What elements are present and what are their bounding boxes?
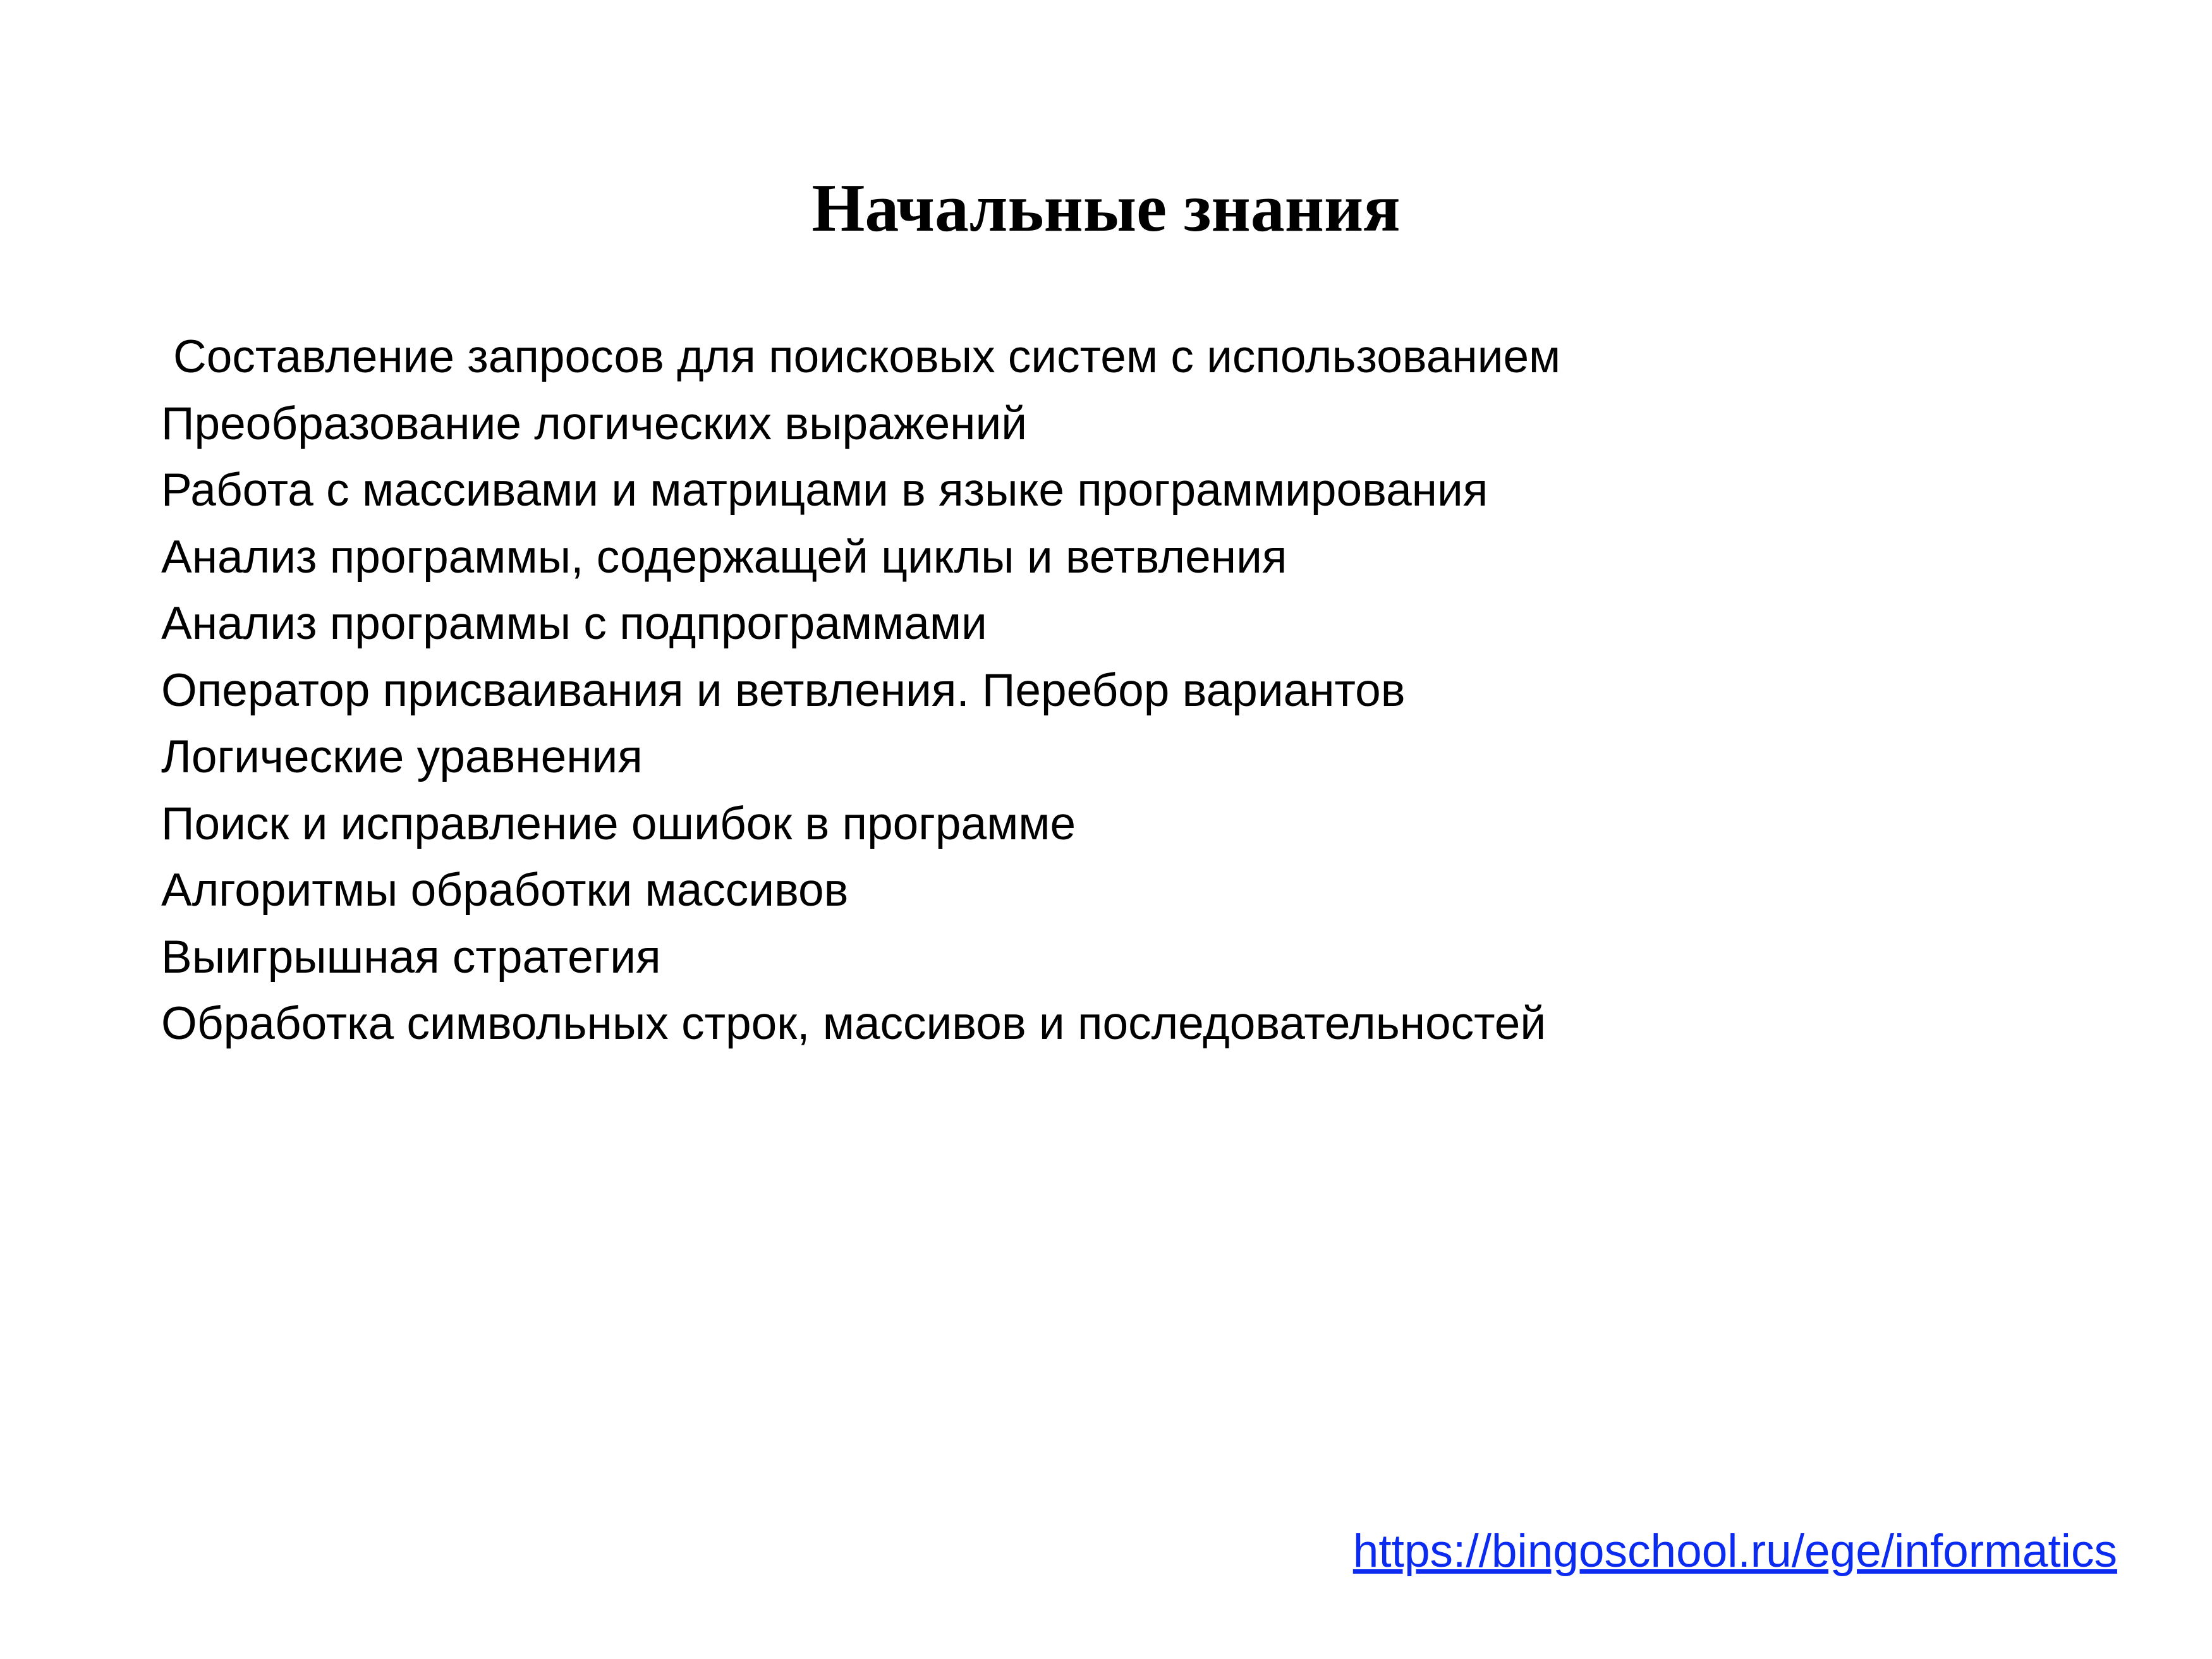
topic-item: Обработка символьных строк, массивов и последовательностей (161, 998, 1547, 1049)
source-link[interactable]: https://bingoschool.ru/ege/informatics (1352, 1526, 2117, 1577)
topic-item: Поиск и исправление ошибок в программе (161, 798, 1076, 849)
topic-item: Оператор присваивания и ветвления. Перебор вариантов (161, 664, 1406, 716)
topic-item: Работа с массивами и матрицами в языке программирования (161, 465, 1488, 516)
topic-list (161, 324, 2057, 1057)
topic-item: Алгоритмы обработки массивов (161, 865, 849, 916)
topic-item: Составление запросов для поисковых систем с использованием (173, 331, 1561, 382)
topic-item: Анализ программы с подпрограммами (161, 598, 987, 649)
topic-item: Преобразование логических выражений (161, 398, 1028, 449)
topic-item: Логические уравнения (161, 731, 643, 782)
topic-item: Выигрышная стратегия (161, 931, 661, 983)
topic-item: Анализ программы, содержащей циклы и ветвления (161, 531, 1287, 583)
slide-title: Начальные знания (811, 171, 1401, 246)
